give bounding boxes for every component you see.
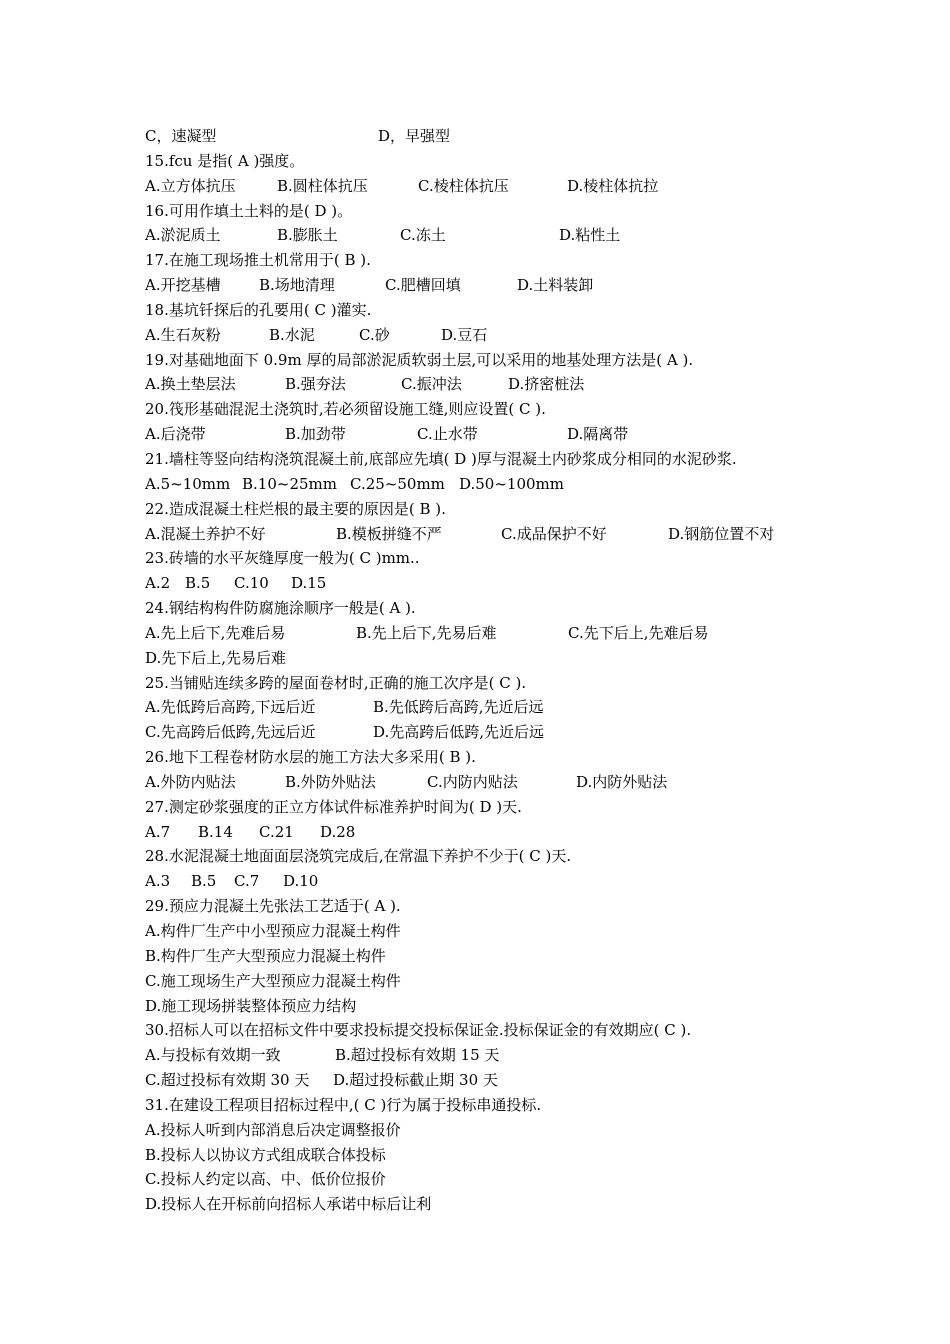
text-line bbox=[145, 820, 845, 845]
text-line bbox=[145, 422, 845, 447]
line-text: A.生石灰粉 bbox=[145, 325, 221, 344]
text-line bbox=[145, 1043, 845, 1068]
text-line bbox=[145, 571, 845, 596]
line-text: A.混凝土养护不好 bbox=[145, 524, 266, 543]
line-text: A.后浇带 bbox=[145, 425, 206, 444]
option-text: C.止水带 bbox=[417, 425, 478, 444]
text-line bbox=[145, 1167, 845, 1192]
line-text: D.施工现场拼装整体预应力结构 bbox=[145, 996, 357, 1015]
option-text: D.挤密桩法 bbox=[508, 375, 585, 394]
text-line bbox=[145, 223, 845, 248]
line-text: C.先高跨后低跨,先远后近 bbox=[145, 723, 316, 742]
line-text: A.立方体抗压 bbox=[145, 176, 236, 195]
option-text: C.7 bbox=[234, 872, 260, 891]
option-text: B.模板拼缝不严 bbox=[336, 524, 442, 543]
line-text: A.构件厂生产中小型预应力混凝土构件 bbox=[145, 922, 401, 940]
option-text: B.加劲带 bbox=[285, 425, 346, 444]
line-text: C.施工现场生产大型预应力混凝土构件 bbox=[145, 971, 401, 990]
option-text: D.50~100mm bbox=[459, 474, 564, 493]
text-line bbox=[145, 472, 845, 497]
line-text: C.投标人约定以高、中、低价位报价 bbox=[145, 1170, 386, 1189]
option-text: D.先高跨后低跨,先近后远 bbox=[373, 723, 545, 742]
text-line bbox=[145, 720, 845, 745]
text-line bbox=[145, 745, 845, 770]
text-line bbox=[145, 646, 845, 671]
line-text: 27.测定砂浆强度的正立方体试件标准养护时间为( D )天. bbox=[145, 797, 522, 816]
text-line bbox=[145, 546, 845, 571]
option-text: D.土料装卸 bbox=[517, 276, 594, 295]
option-text: B.5 bbox=[191, 872, 217, 891]
option-text: B.10~25mm bbox=[242, 474, 337, 493]
text-line bbox=[145, 944, 845, 969]
text-line bbox=[145, 199, 845, 224]
line-text: A.5~10mm bbox=[145, 474, 231, 493]
text-line bbox=[145, 1118, 845, 1143]
text-line bbox=[145, 994, 845, 1019]
option-text: D.豆石 bbox=[441, 325, 488, 344]
text-line bbox=[145, 869, 845, 894]
line-text: 18.基坑钎探后的孔要用( C )灌实. bbox=[145, 300, 372, 319]
option-text: C.冻土 bbox=[400, 226, 446, 245]
option-text: D，早强型 bbox=[378, 127, 451, 145]
line-text: A.换土垫层法 bbox=[145, 375, 236, 394]
option-text: C.棱柱体抗压 bbox=[418, 176, 509, 195]
option-text: D.15 bbox=[291, 574, 327, 593]
option-text: D.棱柱体抗拉 bbox=[567, 176, 659, 195]
text-line bbox=[145, 1093, 845, 1118]
line-text: A.淤泥质土 bbox=[145, 226, 221, 245]
text-line bbox=[145, 497, 845, 522]
option-text: B.先低跨后高跨,先近后远 bbox=[373, 698, 544, 717]
text-line bbox=[145, 795, 845, 820]
line-text: C，速凝型 bbox=[145, 127, 217, 145]
text-line bbox=[145, 522, 845, 547]
option-text: B.强夯法 bbox=[285, 375, 346, 394]
text-line bbox=[145, 621, 845, 646]
text-line bbox=[145, 671, 845, 696]
text-line bbox=[145, 248, 845, 273]
option-text: C.砂 bbox=[359, 325, 390, 344]
text-line bbox=[145, 770, 845, 795]
line-text: C.超过投标有效期 30 天 bbox=[145, 1071, 310, 1090]
text-line bbox=[145, 124, 845, 149]
option-text: B.水泥 bbox=[269, 325, 315, 344]
text-line bbox=[145, 695, 845, 720]
option-text: D.10 bbox=[283, 872, 319, 891]
line-text: 23.砖墙的水平灰缝厚度一般为( C )mm.. bbox=[145, 549, 420, 568]
text-line bbox=[145, 397, 845, 422]
line-text: 26.地下工程卷材防水层的施工方法大多采用( B ). bbox=[145, 748, 476, 767]
option-text: B.5 bbox=[185, 574, 211, 593]
option-text: B.膨胀土 bbox=[277, 226, 338, 245]
option-text: C.21 bbox=[259, 822, 294, 841]
line-text: 30.招标人可以在招标文件中要求投标提交投标保证金.投标保证金的有效期应( C ). bbox=[145, 1021, 692, 1040]
line-text: 22.造成混凝土柱烂根的最主要的原因是( B ). bbox=[145, 499, 446, 518]
option-text: C.25~50mm bbox=[350, 474, 445, 493]
option-text: B.14 bbox=[198, 822, 233, 841]
option-text: D.粘性土 bbox=[559, 226, 621, 245]
option-text: B.场地清理 bbox=[259, 276, 335, 295]
line-text: A.先低跨后高跨,下远后近 bbox=[145, 698, 316, 717]
line-text: D.投标人在开标前向招标人承诺中标后让利 bbox=[145, 1195, 432, 1214]
option-text: D.钢筋位置不对 bbox=[668, 524, 775, 543]
text-line bbox=[145, 323, 845, 348]
option-text: C.肥槽回填 bbox=[385, 276, 461, 295]
option-text: C.先下后上,先难后易 bbox=[568, 623, 709, 642]
text-line bbox=[145, 174, 845, 199]
line-text: 16.可用作填土土料的是( D )。 bbox=[145, 201, 353, 220]
line-text: A.先上后下,先难后易 bbox=[145, 623, 286, 642]
text-line bbox=[145, 844, 845, 869]
text-line bbox=[145, 348, 845, 373]
text-line bbox=[145, 298, 845, 323]
option-text: C.振冲法 bbox=[401, 375, 462, 394]
text-line bbox=[145, 969, 845, 994]
line-text: A.外防内贴法 bbox=[145, 772, 236, 791]
text-line bbox=[145, 894, 845, 919]
option-text: D.隔离带 bbox=[567, 425, 629, 444]
line-text: A.投标人听到内部消息后决定调整报价 bbox=[145, 1120, 401, 1139]
option-text: B.超过投标有效期 15 天 bbox=[335, 1046, 500, 1065]
line-text: 29.预应力混凝土先张法工艺适于( A ). bbox=[145, 897, 401, 916]
text-line bbox=[145, 1192, 845, 1217]
option-text: D.内防外贴法 bbox=[576, 772, 668, 791]
option-text: B.先上后下,先易后难 bbox=[356, 623, 497, 642]
line-text: A.7 bbox=[145, 822, 171, 841]
line-text: 31.在建设工程项目招标过程中,( C )行为属于投标串通投标. bbox=[145, 1095, 542, 1114]
line-text: B.构件厂生产大型预应力混凝土构件 bbox=[145, 946, 386, 965]
text-line bbox=[145, 149, 845, 174]
text-line bbox=[145, 273, 845, 298]
option-text: C.成品保护不好 bbox=[501, 524, 607, 543]
line-text: 24.钢结构构件防腐施涂顺序一般是( A ). bbox=[145, 599, 416, 618]
text-line bbox=[145, 919, 845, 944]
option-text: B.圆柱体抗压 bbox=[277, 176, 368, 195]
option-text: C.内防内贴法 bbox=[427, 772, 518, 791]
text-line bbox=[145, 1068, 845, 1093]
document-body bbox=[145, 124, 845, 1217]
line-text: D.先下后上,先易后难 bbox=[145, 648, 287, 667]
option-text: D.28 bbox=[320, 822, 356, 841]
line-text: A.3 bbox=[145, 872, 171, 891]
line-text: 17.在施工现场推土机常用于( B ). bbox=[145, 251, 371, 270]
line-text: A.与投标有效期一致 bbox=[145, 1046, 281, 1065]
option-text: B.外防外贴法 bbox=[285, 772, 376, 791]
line-text: 19.对基础地面下 0.9m 厚的局部淤泥质软弱土层,可以采用的地基处理方法是( A ). bbox=[145, 350, 694, 369]
line-text: 25.当铺贴连续多跨的屋面卷材时,正确的施工次序是( C ). bbox=[145, 673, 527, 692]
option-text: D.超过投标截止期 30 天 bbox=[333, 1071, 498, 1090]
text-line bbox=[145, 372, 845, 397]
text-line bbox=[145, 1018, 845, 1043]
line-text: 20.筏形基础混泥土浇筑时,若必须留设施工缝,则应设置( C ). bbox=[145, 400, 546, 419]
line-text: A.开挖基槽 bbox=[145, 276, 221, 295]
text-line bbox=[145, 596, 845, 621]
line-text: 28.水泥混凝土地面面层浇筑完成后,在常温下养护不少于( C )天. bbox=[145, 847, 572, 866]
option-text: C.10 bbox=[234, 574, 269, 593]
line-text: A.2 bbox=[145, 574, 171, 593]
line-text: 21.墙柱等竖向结构浇筑混凝土前,底部应先填( D )厚与混凝土内砂浆成分相同的水泥砂浆. bbox=[145, 449, 737, 468]
text-line bbox=[145, 447, 845, 472]
line-text: B.投标人以协议方式组成联合体投标 bbox=[145, 1145, 386, 1164]
line-text: 15.fcu 是指( A )强度。 bbox=[145, 151, 305, 170]
text-line bbox=[145, 1143, 845, 1168]
